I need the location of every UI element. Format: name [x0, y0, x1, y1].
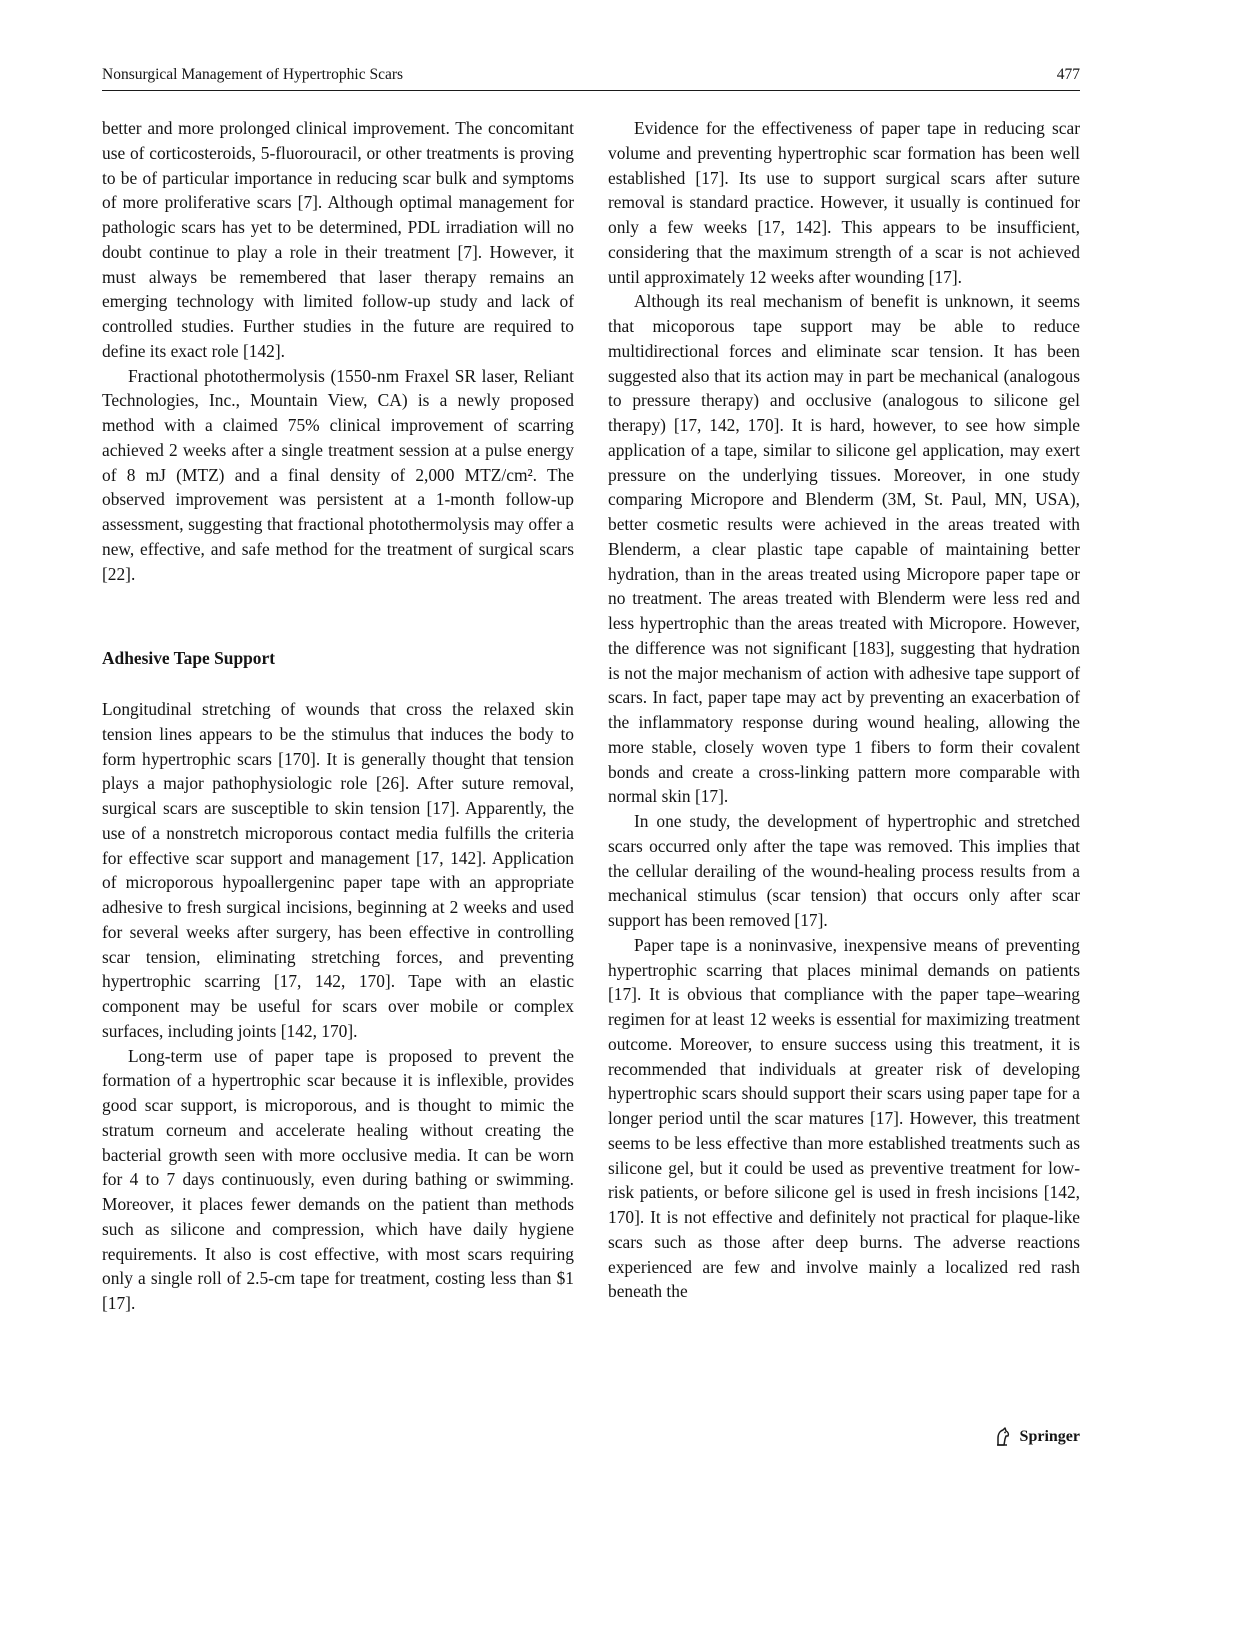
- paragraph: In one study, the development of hypertrophic and stretched scars occurred only after the tape was removed. This implies that the cellular derailing of the wound-healing process results from a mechanical stimulus (scar tension) that occurs only after scar support has been removed [17].: [608, 811, 1080, 930]
- paragraph: Although its real mechanism of benefit is unknown, it seems that micoporous tape support may be able to reduce multidirectional forces and eliminate scar tension. It has been suggested also that its action may in part be mechanical (analogous to pressure therapy) and occlusive (analogous to silicone gel therapy) [17, 142, 170]. It is hard, however, to see how simple application of a tape, similar to silicone gel application, may exert pressure on the underlying tissues. Moreover, in one study comparing Micropore and Blenderm (3M, St. Paul, MN, USA), better cosmetic results were achieved in the areas treated with Blenderm, a clear plastic tape capable of maintaining better hydration, than in the areas treated using Micropore paper tape or no treatment. The areas treated with Blenderm were less red and less hypertrophic than the areas treated with Micropore. However, the difference was not significant [183], suggesting that hydration is not the major mechanism of action with adhesive tape support of scars. In fact, paper tape may act by preventing an exacerbation of the inflammatory response during wound healing, allowing the more stable, closely woven type 1 fibers to form their covalent bonds and create a cross-linking pattern more comparable with normal skin [17].: [608, 291, 1080, 807]
- page-number: 477: [1056, 66, 1080, 83]
- left-column: [102, 116, 574, 1316]
- page-header: [102, 64, 1080, 91]
- right-column: [608, 116, 1080, 1304]
- springer-horse-icon: [992, 1426, 1014, 1448]
- section-heading: Adhesive Tape Support: [102, 648, 275, 669]
- running-title: Nonsurgical Management of Hypertrophic Scars: [102, 66, 404, 83]
- paragraph: Fractional photothermolysis (1550-nm Fraxel SR laser, Reliant Technologies, Inc., Mountain View, CA) is a newly proposed method with a claimed 75% clinical improvement of scarring achieved 2 weeks after a single treatment session at a pulse energy of 8 mJ (MTZ) and a final density of 2,000 MTZ/cm². The observed improvement was persistent at a 1-month follow-up assessment, suggesting that fractional photothermolysis may offer a new, effective, and safe method for the treatment of surgical scars [22].: [102, 365, 574, 584]
- paragraph: Evidence for the effectiveness of paper tape in reducing scar volume and preventing hypertrophic scar formation has been well established [17]. Its use to support surgical scars after suture removal is standard practice. However, it usually is continued for only a few weeks [17, 142]. This appears to be insufficient, considering that the maximum strength of a scar is not achieved until approximately 12 weeks after wounding [17].: [608, 118, 1080, 287]
- paragraph: Paper tape is a noninvasive, inexpensive means of preventing hypertrophic scarring that places minimal demands on patients [17]. It is obvious that compliance with the paper tape–wearing regimen for at least 12 weeks is essential for maximizing treatment outcome. Moreover, to ensure success using this treatment, it is recommended that individuals at greater risk of developing hypertrophic scars should support their scars using paper tape for a longer period until the scar matures [17]. However, this treatment seems to be less effective than more established treatments such as silicone gel, but it could be used as preventive treatment for low-risk patients, or before silicone gel is used in fresh incisions [142, 170]. It is not effective and definitely not practical for plaque-like scars such as those after deep burns. The adverse reactions experienced are few and involve mainly a localized red rash beneath the: [608, 934, 1080, 1302]
- publisher-name: Springer: [1019, 1428, 1080, 1445]
- publisher-logo: [992, 1426, 1080, 1448]
- paragraph: Long-term use of paper tape is proposed to prevent the formation of a hypertrophic scar because it is inflexible, provides good scar support, is microporous, and is thought to mimic the stratum corneum and accelerate healing without creating the bacterial growth seen with more occlusive media. It can be worn for 4 to 7 days continuously, even during bathing or swimming. Moreover, it places fewer demands on the patient than methods such as silicone and compression, which have daily hygiene requirements. It also is cost effective, with most scars requiring only a single roll of 2.5-cm tape for treatment, costing less than $1 [17].: [102, 1045, 574, 1313]
- paragraph: Longitudinal stretching of wounds that cross the relaxed skin tension lines appears to be the stimulus that induces the body to form hypertrophic scars [170]. It is generally thought that tension plays a major pathophysiologic role [26]. After suture removal, surgical scars are susceptible to skin tension [17]. Apparently, the use of a nonstretch microporous contact media fulfills the criteria for effective scar support and management [17, 142]. Application of microporous hypoallergeninc paper tape with an appropriate adhesive to fresh surgical incisions, beginning at 2 weeks and used for several weeks after surgery, has been effective in controlling scar tension, eliminating stretching forces, and preventing hypertrophic scarring [17, 142, 170]. Tape with an elastic component may be useful for scars over mobile or complex surfaces, including joints [142, 170].: [102, 699, 574, 1041]
- paragraph: better and more prolonged clinical improvement. The concomitant use of corticosteroids, 5-fluorouracil, or other treatments is proving to be of particular importance in reducing scar bulk and symptoms of more proliferative scars [7]. Although optimal management for pathologic scars has yet to be determined, PDL irradiation will no doubt continue to play a role in their treatment [7]. However, it must always be remembered that laser therapy remains an emerging technology with limited follow-up study and lack of controlled studies. Further studies in the future are required to define its exact role [142].: [102, 118, 574, 361]
